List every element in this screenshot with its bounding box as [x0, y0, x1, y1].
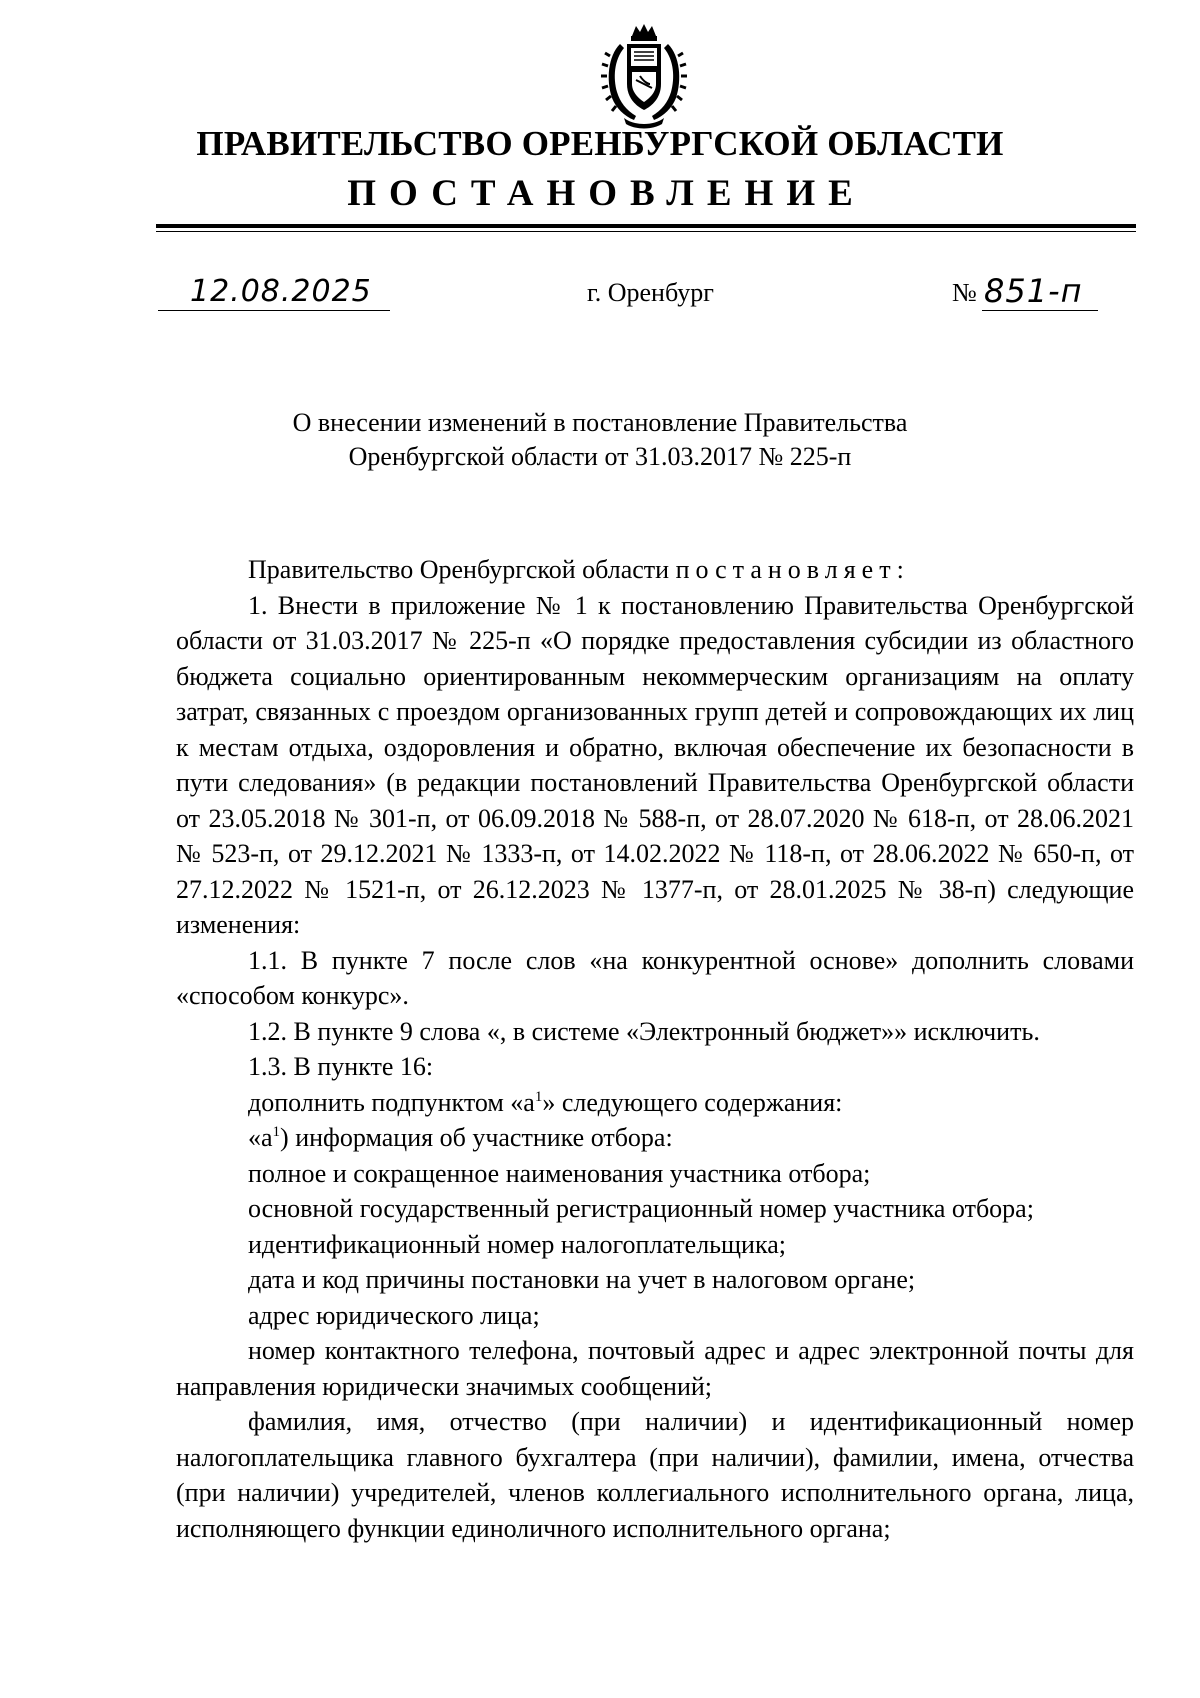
- document-number-field: [982, 272, 1098, 311]
- document-type: ПОСТАНОВЛЕНИЕ: [347, 173, 866, 214]
- list-item: фамилия, имя, отчество (при наличии) и идентификационный номер налогоплательщика главного бухгалтера (при наличии), фамилии, имена, отчества (при наличии) учредителей, членов коллегиального исполнительного органа, лица, исполняющего функции единоличного исполнительного органа;: [176, 1407, 1134, 1543]
- a1-text: «а: [248, 1123, 273, 1152]
- number-sign: №: [952, 278, 977, 307]
- paragraph-1-3: 1.3. В пункте 16:: [248, 1052, 434, 1081]
- preamble: [176, 552, 1134, 588]
- document-date: 12.08.2025: [190, 274, 372, 309]
- document-subject: [0, 406, 1200, 474]
- paragraph-a1: [176, 1120, 1134, 1156]
- document-city: г. Оренбург: [587, 278, 714, 307]
- list-item: дата и код причины постановки на учет в налоговом органе;: [248, 1265, 916, 1294]
- paragraph-1-2: 1.2. В пункте 9 слова «, в системе «Электронный бюджет»» исключить.: [248, 1016, 1040, 1046]
- list-item: номер контактного телефона, почтовый адрес и адрес электронной почты для направления юридически значимых сообщений;: [176, 1336, 1134, 1401]
- list-item: адрес юридического лица;: [248, 1300, 540, 1330]
- government-title: ПРАВИТЕЛЬСТВО ОРЕНБУРГСКОЙ ОБЛАСТИ: [196, 124, 1004, 163]
- orenburg-coat-of-arms-icon: [594, 22, 694, 130]
- document-body: [176, 552, 1134, 1546]
- paragraph-1-1: 1.1. В пункте 7 после слов «на конкурентной основе» дополнить словами «способом конкурс».: [176, 945, 1134, 1010]
- subject-line-2: Оренбургской области от 31.03.2017 № 225-п: [348, 442, 852, 471]
- list-item: основной государственный регистрационный номер участника отбора;: [248, 1194, 1034, 1223]
- preamble-verb: постановляет:: [675, 555, 910, 584]
- document-number: 851-п: [984, 272, 1083, 310]
- superscript: 1: [272, 1124, 281, 1140]
- document-date-field: [158, 276, 390, 311]
- header-rule-thin: [156, 231, 1136, 232]
- list-item: полное и сокращенное наименования участника отбора;: [248, 1158, 871, 1188]
- add-subpoint-text-end: » следующего содержания:: [542, 1087, 843, 1117]
- paragraph-add-subpoint: [176, 1085, 1134, 1121]
- paragraph-1: 1. Внести в приложение № 1 к постановлению Правительства Оренбургской области от 31.03.2017 № 225-п «О порядке предоставления субсидии из областного бюджета социально ориентированным некоммерческим организациям на оплату затрат, связанных с проездом организованных групп детей и сопровождающих их лиц к местам отдыха, оздоровления и обратно, включая обеспечение их безопасности в пути следования» (в редакции постановлений Правительства Оренбургской области от 23.05.2018 № 301-п, от 06.09.2018 № 588-п, от 28.07.2020 № 618-п, от 28.06.2021 № 523-п, от 29.12.2021 № 1333-п, от 14.02.2022 № 118-п, от 28.06.2022 № 650-п, от 27.12.2022 № 1521-п, от 26.12.2023 № 1377-п, от 28.01.2025 № 38-п) следующие изменения:: [176, 590, 1134, 939]
- superscript: 1: [534, 1088, 543, 1105]
- a1-text-end: ) информация об участнике отбора:: [280, 1123, 673, 1152]
- subject-line-1: О внесении изменений в постановление Правительства: [292, 408, 908, 437]
- list-item: идентификационный номер налогоплательщика;: [248, 1229, 786, 1259]
- header-rule-thick: [156, 224, 1136, 228]
- add-subpoint-text: дополнить подпунктом «а: [248, 1087, 535, 1117]
- preamble-text: Правительство Оренбургской области: [248, 555, 676, 584]
